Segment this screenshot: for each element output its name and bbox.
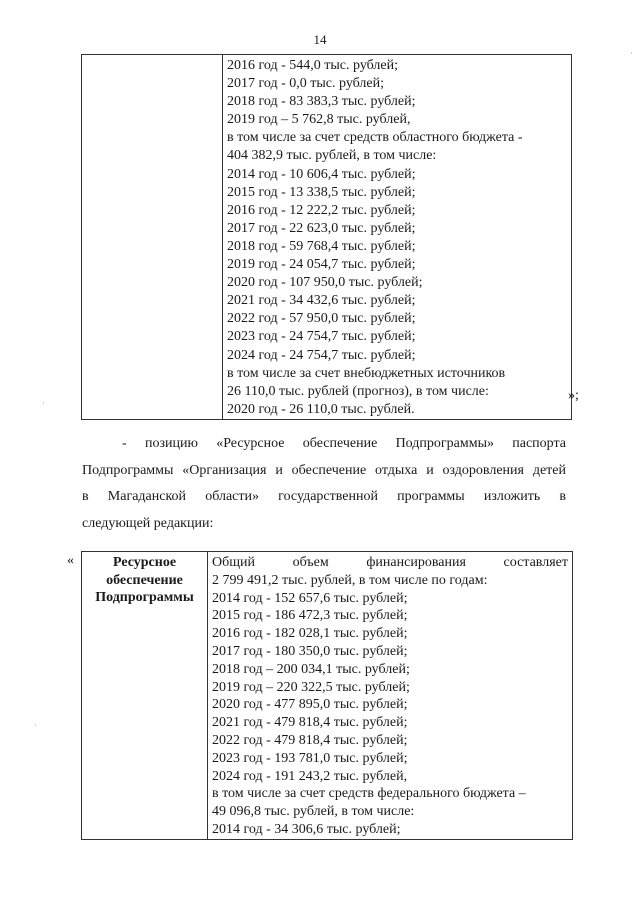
paragraph-line: следующей редакции: bbox=[82, 516, 214, 532]
table1-line: 2019 год - 24 054,7 тыс. рублей; bbox=[227, 257, 416, 273]
table1-line: 2014 год - 10 606,4 тыс. рублей; bbox=[227, 166, 416, 182]
header-line: Ресурсное bbox=[112, 555, 177, 570]
table2-line: 2016 год - 182 028,1 тыс. рублей; bbox=[212, 626, 408, 642]
close-quote: »; bbox=[568, 388, 579, 403]
instruction-paragraph bbox=[82, 431, 566, 538]
table1-line: в том числе за счет средств областного бюджета - bbox=[227, 130, 523, 146]
table1-line: 404 382,9 тыс. рублей, в том числе: bbox=[227, 148, 437, 164]
scan-speck: · bbox=[34, 720, 37, 730]
table1-line: в том числе за счет внебюджетных источников bbox=[227, 365, 506, 381]
table1-line: 2016 год - 12 222,2 тыс. рублей; bbox=[227, 202, 416, 218]
header-line: обеспечение bbox=[106, 572, 183, 588]
table1-line: 2021 год - 34 432,6 тыс. рублей; bbox=[227, 293, 416, 309]
table2-line: 2024 год - 191 243,2 тыс. рублей, bbox=[212, 768, 408, 784]
table1-line: 2024 год - 24 754,7 тыс. рублей; bbox=[227, 347, 416, 363]
table2-line: 2021 год - 479 818,4 тыс. рублей; bbox=[212, 715, 408, 731]
table2-line: 2022 год - 479 818,4 тыс. рублей; bbox=[212, 732, 408, 748]
table1-content-cell bbox=[223, 55, 572, 420]
header-line: Подпрограммы bbox=[95, 590, 194, 606]
scan-speck: · bbox=[630, 48, 633, 58]
table1-empty-cell bbox=[82, 55, 223, 420]
table2-line: 2018 год – 200 034,1 тыс. рублей; bbox=[212, 661, 410, 677]
table1-line: 2017 год - 22 623,0 тыс. рублей; bbox=[227, 220, 416, 236]
table1-line: 2016 год - 544,0 тыс. рублей; bbox=[227, 58, 399, 73]
table2-line: 2014 год - 152 657,6 тыс. рублей; bbox=[212, 590, 408, 606]
table2-line: в том числе за счет средств федерального бюджета – bbox=[212, 786, 526, 802]
table1-line: 2019 год – 5 762,8 тыс. рублей, bbox=[227, 112, 411, 128]
table1-line: 2022 год - 57 950,0 тыс. рублей; bbox=[227, 311, 416, 327]
table2-line: 2023 год - 193 781,0 тыс. рублей; bbox=[212, 750, 408, 766]
table1-line: 2020 год - 107 950,0 тыс. рублей; bbox=[227, 275, 423, 291]
table1-line: 2017 год - 0,0 тыс. рублей; bbox=[227, 76, 385, 92]
funding-table-continued bbox=[81, 54, 572, 420]
table2-line: 2019 год – 220 322,5 тыс. рублей; bbox=[212, 679, 410, 695]
table2-header-cell bbox=[82, 552, 208, 840]
paragraph-line: в Магаданской области» государственной программы изложить в bbox=[82, 489, 566, 505]
table1-line: 26 110,0 тыс. рублей (прогноз), в том числе: bbox=[227, 383, 489, 399]
page-number: 14 bbox=[313, 32, 327, 47]
table2-line: 2 799 491,2 тыс. рублей, в том числе по годам: bbox=[212, 572, 488, 588]
resource-table bbox=[81, 551, 573, 840]
paragraph-line: Подпрограммы «Организация и обеспечение отдыха и оздоровления детей bbox=[82, 462, 566, 478]
table2-line: 2020 год - 477 895,0 тыс. рублей; bbox=[212, 697, 408, 713]
table1-line: 2015 год - 13 338,5 тыс. рублей; bbox=[227, 184, 416, 200]
table2-line: Общий объем финансирования составляет bbox=[212, 555, 568, 570]
table1-line: 2018 год - 59 768,4 тыс. рублей; bbox=[227, 238, 416, 254]
table1-line: 2023 год - 24 754,7 тыс. рублей; bbox=[227, 329, 416, 345]
scan-speck: · bbox=[42, 398, 45, 408]
table2-line: 2017 год - 180 350,0 тыс. рублей; bbox=[212, 643, 408, 659]
table2-line: 2015 год - 186 472,3 тыс. рублей; bbox=[212, 608, 408, 624]
open-quote: « bbox=[67, 553, 74, 568]
table2-content-cell bbox=[208, 552, 573, 840]
table2-line: 2014 год - 34 306,6 тыс. рублей; bbox=[212, 821, 401, 837]
table2-line: 49 096,8 тыс. рублей, в том числе: bbox=[212, 804, 415, 820]
table1-line: 2018 год - 83 383,3 тыс. рублей; bbox=[227, 94, 416, 110]
paragraph-line: - позицию «Ресурсное обеспечение Подпрограммы» паспорта bbox=[122, 436, 566, 451]
table1-line: 2020 год - 26 110,0 тыс. рублей. bbox=[227, 401, 415, 417]
